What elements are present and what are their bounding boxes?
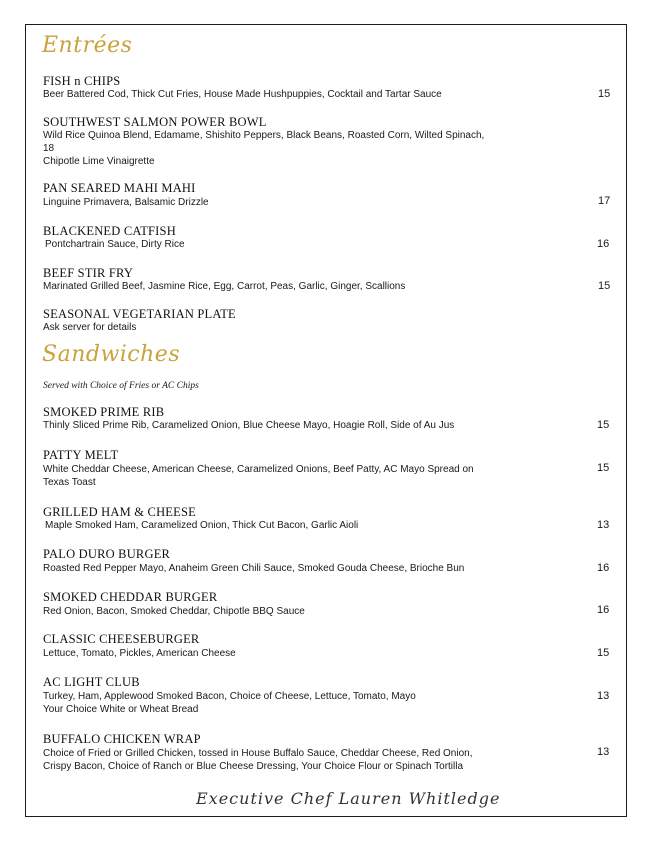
menu-item-desc: Crispy Bacon, Choice of Ranch or Blue Cheese Dressing, Your Choice Flour or Spinach Tortilla	[43, 761, 464, 772]
sandwiches-note: Served with Choice of Fries or AC Chips	[43, 381, 199, 391]
menu-item-desc: Maple Smoked Ham, Caramelized Onion, Thick Cut Bacon, Garlic Aioli	[45, 520, 359, 531]
menu-item-name: PALO DURO BURGER	[43, 547, 171, 561]
menu-item-name: GRILLED HAM & CHEESE	[43, 505, 196, 519]
menu-item-price: 16	[597, 562, 610, 574]
menu-item-name: BEEF STIR FRY	[43, 266, 134, 280]
sandwiches-heading: Sandwiches	[42, 342, 181, 367]
menu-item-price: 13	[597, 519, 610, 531]
menu-item-name: SMOKED PRIME RIB	[43, 405, 165, 419]
menu-item-price: 15	[597, 647, 610, 659]
menu-item-price: 15	[598, 88, 611, 100]
menu-item-price: 15	[597, 419, 610, 431]
menu-item-desc: Turkey, Ham, Applewood Smoked Bacon, Choice of Cheese, Lettuce, Tomato, Mayo	[43, 691, 416, 702]
menu-item-desc: Your Choice White or Wheat Bread	[43, 704, 199, 715]
menu-item-desc: 18	[43, 143, 55, 154]
menu-item-name: CLASSIC CHEESEBURGER	[43, 632, 200, 646]
menu-item-desc: Wild Rice Quinoa Blend, Edamame, Shishito Peppers, Black Beans, Roasted Corn, Wilted Spinach,	[43, 130, 485, 141]
menu-item-desc: Ask server for details	[43, 322, 137, 333]
menu-item-desc: Roasted Red Pepper Mayo, Anaheim Green Chili Sauce, Smoked Gouda Cheese, Brioche Bun	[43, 563, 465, 574]
menu-item-name: SMOKED CHEDDAR BURGER	[43, 590, 218, 604]
entrees-heading: Entrées	[42, 33, 133, 58]
menu-item-desc: Marinated Grilled Beef, Jasmine Rice, Egg, Carrot, Peas, Garlic, Ginger, Scallions	[43, 281, 406, 292]
menu-item-name: AC LIGHT CLUB	[43, 675, 140, 689]
menu-item-price: 16	[597, 238, 610, 250]
menu-item-desc: Choice of Fried or Grilled Chicken, tossed in House Buffalo Sauce, Cheddar Cheese, Red Onion,	[43, 748, 473, 759]
menu-item-price: 16	[597, 604, 610, 616]
menu-item-desc: Beer Battered Cod, Thick Cut Fries, House Made Hushpuppies, Cocktail and Tartar Sauce	[43, 89, 442, 100]
menu-item-price: 15	[598, 280, 611, 292]
chef-signature: Executive Chef Lauren Whitledge	[196, 789, 501, 808]
menu-item-name: SEASONAL VEGETARIAN PLATE	[43, 307, 236, 321]
menu-item-desc: Texas Toast	[43, 477, 96, 488]
menu-item-desc: Chipotle Lime Vinaigrette	[43, 156, 155, 167]
menu-item-price: 15	[597, 462, 610, 474]
menu-item-desc: Lettuce, Tomato, Pickles, American Cheese	[43, 648, 236, 659]
menu-item-name: SOUTHWEST SALMON POWER BOWL	[43, 115, 267, 129]
menu-item-price: 17	[598, 195, 611, 207]
menu-item-name: FISH n CHIPS	[43, 74, 121, 88]
menu-item-name: PAN SEARED MAHI MAHI	[43, 181, 196, 195]
menu-item-desc: Red Onion, Bacon, Smoked Cheddar, Chipotle BBQ Sauce	[43, 606, 305, 617]
menu-item-name: PATTY MELT	[43, 448, 119, 462]
menu-item-name: BUFFALO CHICKEN WRAP	[43, 732, 201, 746]
menu-item-desc: Linguine Primavera, Balsamic Drizzle	[43, 197, 209, 208]
menu-item-price: 13	[597, 746, 610, 758]
menu-item-name: BLACKENED CATFISH	[43, 224, 176, 238]
menu-item-desc: White Cheddar Cheese, American Cheese, Caramelized Onions, Beef Patty, AC Mayo Spread on	[43, 464, 474, 475]
menu-item-price: 13	[597, 690, 610, 702]
menu-item-desc: Pontchartrain Sauce, Dirty Rice	[45, 239, 185, 250]
menu-item-desc: Thinly Sliced Prime Rib, Caramelized Onion, Blue Cheese Mayo, Hoagie Roll, Side of Au Jus	[43, 420, 455, 431]
